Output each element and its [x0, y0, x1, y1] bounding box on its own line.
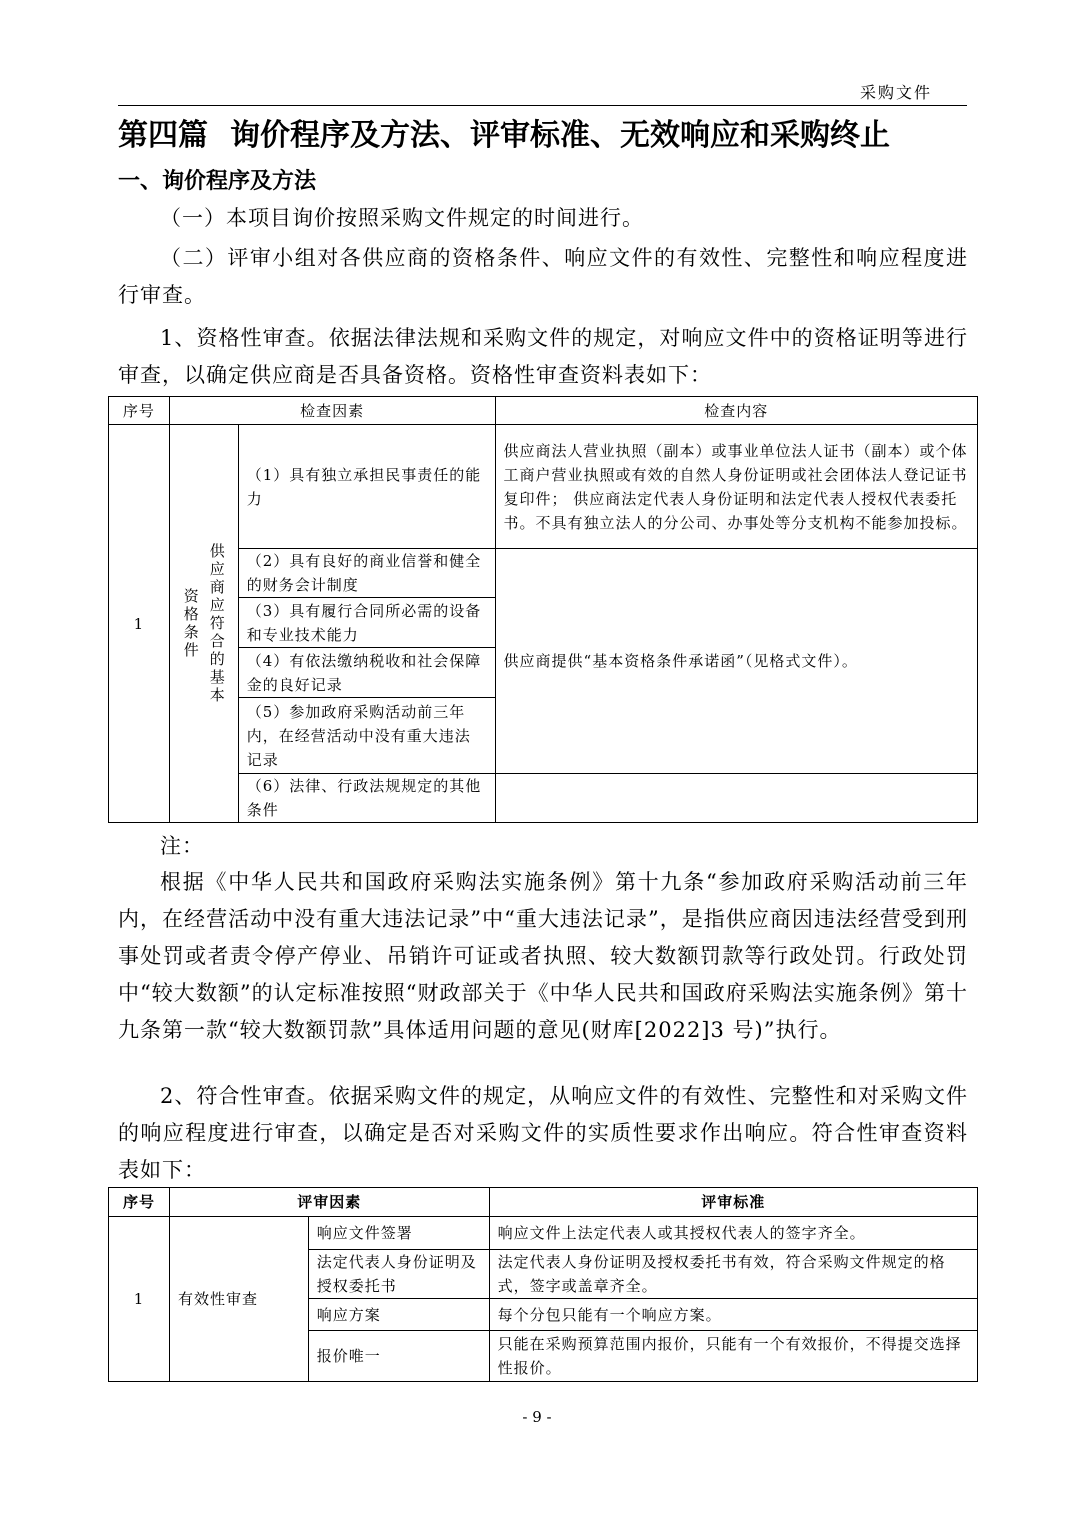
table-header-row [109, 1188, 978, 1217]
row-seq: 1 [109, 425, 170, 823]
header-factor: 评审因素 [169, 1188, 489, 1217]
header-content: 检查内容 [495, 397, 977, 425]
note-text: 根据《中华人民共和国政府采购法实施条例》第十九条“参加政府采购活动前三年内，在经营活动中没有重大违法记录”中“重大违法记录”，是指供应商因违法经营受到刑事处罚或者责令停产停业、吊销许可证或者执照、较大数额罚款等行政处罚。行政处罚中“较大数额”的认定标准按照“财政部关于《中华人民共和国政府采购法实施条例》第十九条第一款“较大数额罚款”具体适用问题的意见(财库[2022]3 号)”执行。 [118, 870, 968, 1042]
header-seq: 序号 [109, 1188, 170, 1217]
factor-item-2: （2）具有良好的商业信誉和健全的财务会计制度 [238, 549, 495, 598]
section-title: 一、询价程序及方法 [118, 168, 317, 194]
category-text: 供应商应符合的基本资格条件 [181, 542, 226, 705]
paragraph-2: （二）评审小组对各供应商的资格条件、响应文件的有效性、完整性和响应程度进行审查。 [118, 246, 968, 307]
factor-item-6: （6）法律、行政法规规定的其他条件 [238, 774, 495, 823]
standard-cell: 响应文件上法定代表人或其授权代表人的签字齐全。 [489, 1217, 977, 1250]
row-seq: 1 [109, 1217, 170, 1382]
chapter-title [118, 110, 978, 154]
standard-cell: 只能在采购预算范围内报价，只能有一个有效报价，不得提交选择性报价。 [489, 1331, 977, 1382]
table-row [109, 774, 978, 823]
row-category: 有效性审查 [169, 1217, 308, 1382]
paragraph-4: 2、符合性审查。依据采购文件的规定，从响应文件的有效性、完整性和对采购文件的响应程度进行审查，以确定是否对采购文件的实质性要求作出响应。符合性审查资料表如下： [118, 1084, 968, 1182]
factor-item-4: （4）有依法缴纳税收和社会保障金的良好记录 [238, 648, 495, 698]
header-divider [118, 105, 967, 106]
standard-cell: 法定代表人身份证明及授权委托书有效，符合采购文件规定的格式，签字或盖章齐全。 [489, 1250, 977, 1299]
table-row [109, 1217, 978, 1250]
content-item-6 [495, 774, 977, 823]
table-row [109, 425, 978, 549]
standard-cell: 每个分包只能有一个响应方案。 [489, 1299, 977, 1331]
compliance-table [108, 1187, 978, 1382]
header-label: 采购文件 [859, 83, 932, 102]
paragraph-1: （一）本项目询价按照采购文件规定的时间进行。 [160, 206, 644, 230]
row-category [169, 425, 238, 823]
chapter-title-text: 询价程序及方法、评审标准、无效响应和采购终止 [230, 118, 890, 153]
header-standard: 评审标准 [489, 1188, 977, 1217]
header-factor: 检查因素 [169, 397, 495, 425]
table-row [109, 549, 978, 598]
factor-cell: 法定代表人身份证明及授权委托书 [308, 1250, 489, 1299]
factor-cell: 报价唯一 [308, 1331, 489, 1382]
header-seq: 序号 [109, 397, 170, 425]
content-item-1: 供应商法人营业执照（副本）或事业单位法人证书（副本）或个体工商户营业执照或有效的自然人身份证明或社会团体法人登记证书复印件； 供应商法定代表人身份证明和法定代表人授权代表委托书。不具有独立法人的分公司、办事处等分支机构不能参加投标。 [495, 425, 977, 549]
note-label: 注： [160, 834, 204, 858]
chapter-number: 第四篇 [118, 118, 208, 153]
factor-item-3: （3）具有履行合同所必需的设备和专业技术能力 [238, 598, 495, 648]
paragraph-3: 1、资格性审查。依据法律法规和采购文件的规定，对响应文件中的资格证明等进行审查，以确定供应商是否具备资格。资格性审查资料表如下： [118, 326, 968, 387]
page-number: - 9 - [522, 1408, 552, 1426]
content-items-2-5: 供应商提供“基本资格条件承诺函”（见格式文件）。 [495, 549, 977, 774]
factor-cell: 响应方案 [308, 1299, 489, 1331]
factor-cell: 响应文件签署 [308, 1217, 489, 1250]
factor-item-1: （1）具有独立承担民事责任的能力 [238, 425, 495, 549]
qualification-table [108, 396, 978, 823]
table-header-row [109, 397, 978, 425]
factor-item-5: （5）参加政府采购活动前三年内，在经营活动中没有重大违法记录 [238, 698, 495, 774]
